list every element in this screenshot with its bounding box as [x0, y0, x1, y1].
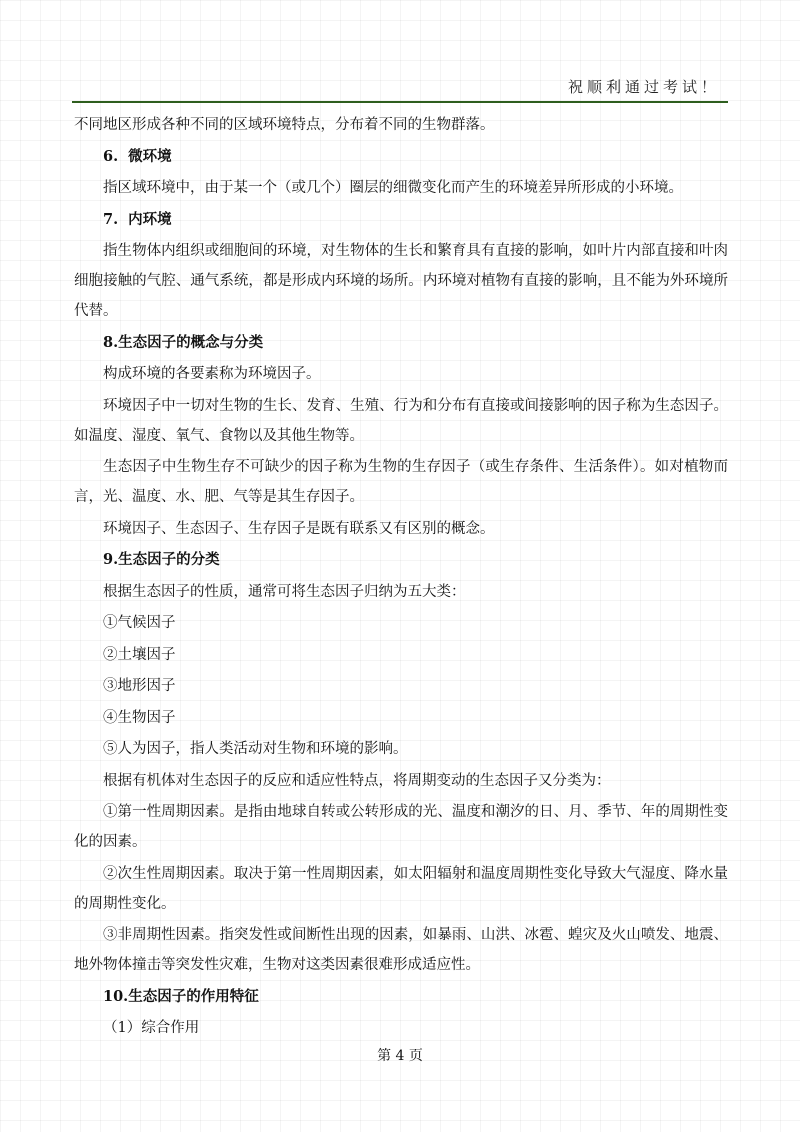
paragraph-inner-environment: 指生物体内组织或细胞间的环境，对生物体的生长和繁育具有直接的影响，如叶片内部直接和叶肉细胞接触的气腔、通气系统，都是形成内环境的场所。内环境对植物有直接的影响，且不能为外环境所代替。 — [74, 243, 728, 319]
heading-eco-factor-characteristics — [74, 982, 728, 1012]
list-item-soil: ②土壤因子 — [103, 646, 176, 663]
heading-title: 生态因子的概念与分类 — [118, 333, 264, 351]
header-tagline: 祝顺利通过考试！ — [567, 78, 720, 96]
document-body — [74, 110, 728, 1045]
paragraph-survival-factor: 生态因子中生物生存不可缺少的因子称为生物的生存因子（或生存条件、生活条件）。如对植物而言，光、温度、水、肥、气等是其生存因子。 — [74, 459, 728, 505]
heading-inner-environment — [74, 205, 728, 235]
heading-eco-factor-concept — [74, 328, 728, 358]
paragraph-continued: 不同地区形成各种不同的区域环境特点，分布着不同的生物群落。 — [74, 117, 495, 133]
paragraph-non-periodic: ③非周期性因素。指突发性或间断性出现的因素，如暴雨、山洪、冰雹、蝗灾及火山喷发、地震、地外物体撞击等突发性灾难，生物对这类因素很难形成适应性。 — [74, 927, 728, 973]
list-item-climate: ①气候因子 — [103, 615, 176, 631]
paragraph-comprehensive-effect: （1）综合作用 — [103, 1020, 200, 1036]
heading-number: 9. — [103, 551, 119, 568]
list-item-terrain: ③地形因子 — [103, 678, 176, 694]
heading-number: 10. — [103, 987, 129, 1005]
list-item-biological: ④生物因子 — [103, 709, 176, 726]
heading-number: 8. — [103, 333, 119, 351]
heading-title: 内环境 — [128, 210, 172, 228]
heading-title: 生态因子的作用特征 — [128, 987, 259, 1005]
list-item-human: ⑤人为因子，指人类活动对生物和环境的影响。 — [103, 741, 408, 757]
paragraph-micro-environment: 指区域环境中，由于某一个（或几个）圈层的细微变化而产生的环境差异所形成的小环境。 — [103, 180, 683, 196]
heading-micro-environment — [74, 142, 728, 172]
paragraph-five-categories: 根据生态因子的性质，通常可将生态因子归纳为五大类： — [103, 583, 466, 600]
paragraph-secondary-periodic: ②次生性周期因素。取决于第一性周期因素，如太阳辐射和温度周期性变化导致大气湿度、降水量的周期性变化。 — [74, 865, 728, 912]
paragraph-periodic-intro: 根据有机体对生态因子的反应和适应性特点，将周期变动的生态因子又分类为： — [103, 772, 611, 789]
heading-eco-factor-classification — [74, 545, 728, 575]
paragraph-factor-relation: 环境因子、生态因子、生存因子是既有联系又有区别的概念。 — [103, 520, 495, 537]
page-number: 第 4 页 — [377, 1048, 423, 1064]
heading-number: 7. — [103, 210, 119, 228]
paragraph-eco-factor: 环境因子中一切对生物的生长、发育、生殖、行为和分布有直接或间接影响的因子称为生态因子。如温度、湿度、氧气、食物以及其他生物等。 — [74, 397, 728, 444]
paragraph-primary-periodic: ①第一性周期因素。是指由地球自转或公转形成的光、温度和潮汐的日、月、季节、年的周期性变化的因素。 — [74, 804, 728, 850]
header-divider — [72, 101, 728, 103]
heading-title: 微环境 — [128, 147, 172, 165]
paragraph-env-factor: 构成环境的各要素称为环境因子。 — [103, 366, 321, 382]
heading-number: 6. — [103, 147, 119, 165]
heading-title: 生态因子的分类 — [118, 551, 220, 568]
